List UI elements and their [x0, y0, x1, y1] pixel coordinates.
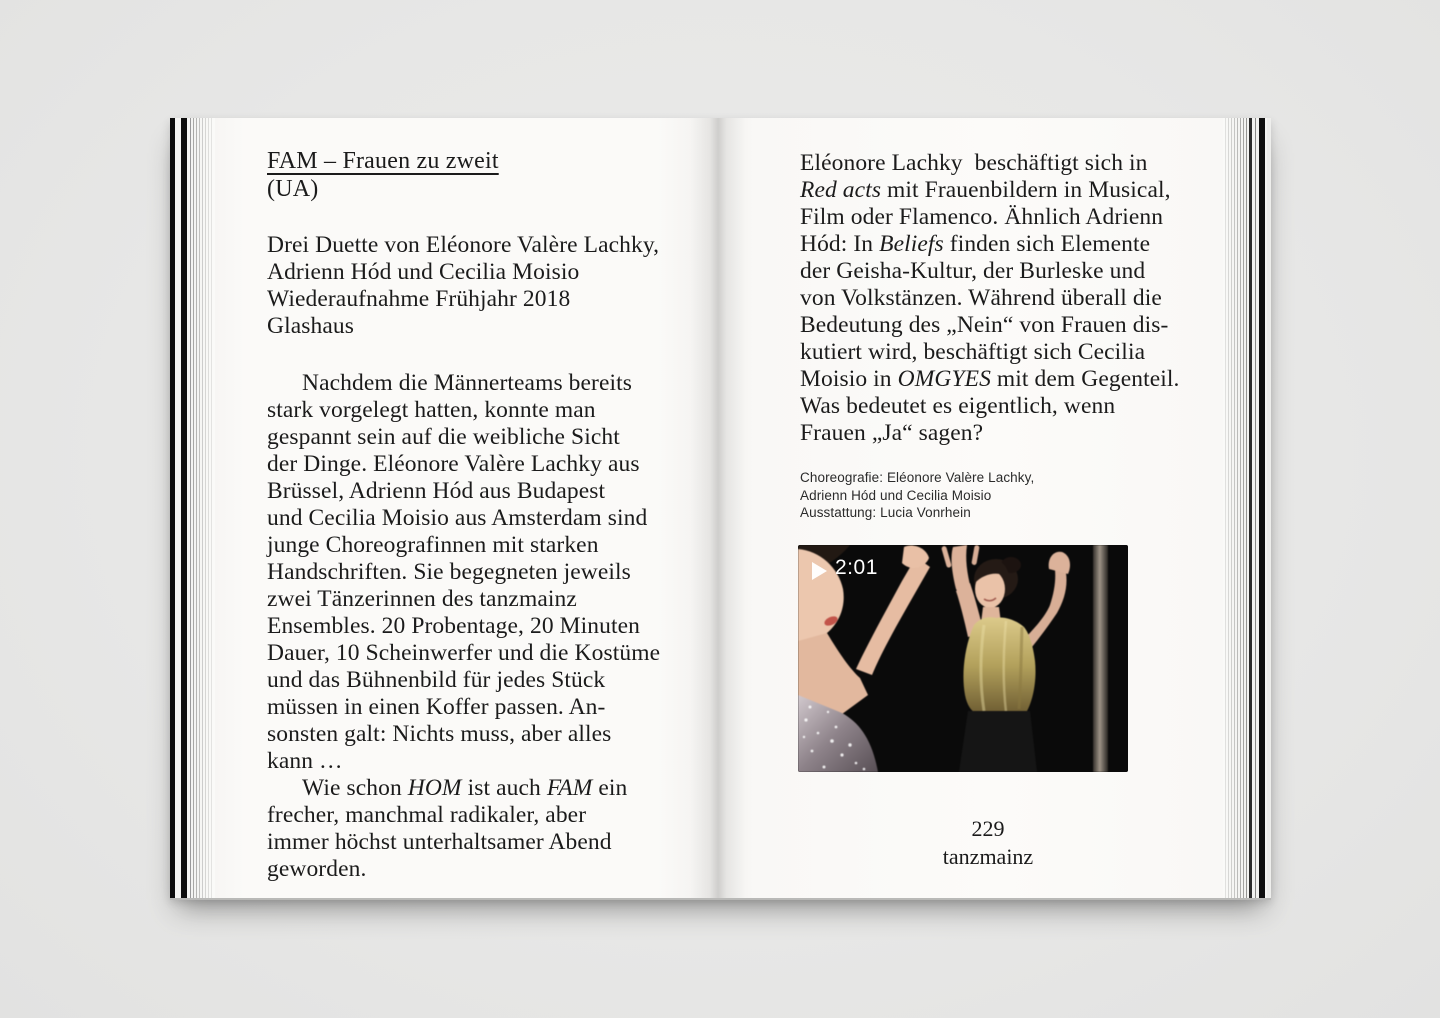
- article-paragraph-2: Wie schon HOM ist auch FAM ein frecher, manchmal radikaler, aber immer höchst unterhaltsamer Abend geworden.: [267, 775, 628, 882]
- page-footer: [800, 815, 1176, 871]
- article-paragraph-1: Nachdem die Männerteams bereits stark vorgelegt hatten, konnte man gespannt sein auf die weibliche Sicht der Dinge. Eléonore Valère Lachky aus Brüssel, Adrienn Hód aus Budapest und Cecilia Moisio aus Amsterdam sind junge Choreografinnen mit starken Handschriften. Sie begegneten jeweils zwei Tänzerinnen des tanzmainz Ensembles. 20 Probentage, 20 Minuten Dauer, 10 Scheinwerfer und die Kostüme und das Bühnenbild für jedes Stück müssen in einen Koffer passen. An- sonsten galt: Nichts muss, aber alles kann …: [267, 370, 661, 774]
- article-title: FAM – Frauen zu zweit (UA): [267, 148, 499, 202]
- article-paragraph-3: Eléonore Lachky beschäftigt sich in Red acts mit Frauenbildern in Musical, Film oder Flamenco. Ähnlich Adrienn Hód: In Beliefs finden sich Elemente der Geisha-Kultur, der Burleske und von Volkstänzen. Während überall die Bedeutung des „Nein“ von Frauen dis- kutiert wird, beschäftigt sich Cecilia Moisio in OMGYES mit dem Gegenteil. Was bedeutet es eigentlich, wenn Frauen „Ja“ sagen?: [800, 150, 1180, 446]
- play-icon[interactable]: [812, 562, 827, 580]
- footer-label: tanzmainz: [942, 844, 1034, 869]
- right-page: [718, 118, 1223, 898]
- page-edges-right: [1223, 118, 1271, 898]
- left-text-column: [267, 147, 677, 883]
- page-number: 229: [971, 816, 1005, 841]
- page-edges-left: [170, 118, 215, 898]
- video-duration: 2:01: [835, 556, 878, 579]
- article-intro-block: Drei Duette von Eléonore Valère Lachky, Adrienn Hód und Cecilia Moisio Wiederaufnahme Frühjahr 2018 Glashaus: [267, 232, 660, 339]
- left-page: [215, 118, 718, 898]
- right-text-column: [800, 150, 1185, 522]
- stage-pole: [1093, 545, 1108, 772]
- video-thumbnail[interactable]: [798, 545, 1128, 772]
- credits-block: Choreografie: Eléonore Valère Lachky, Adrienn Hód und Cecilia Moisio Ausstattung: Lucia Vonrhein: [800, 470, 1035, 520]
- book-spread: [170, 118, 1271, 898]
